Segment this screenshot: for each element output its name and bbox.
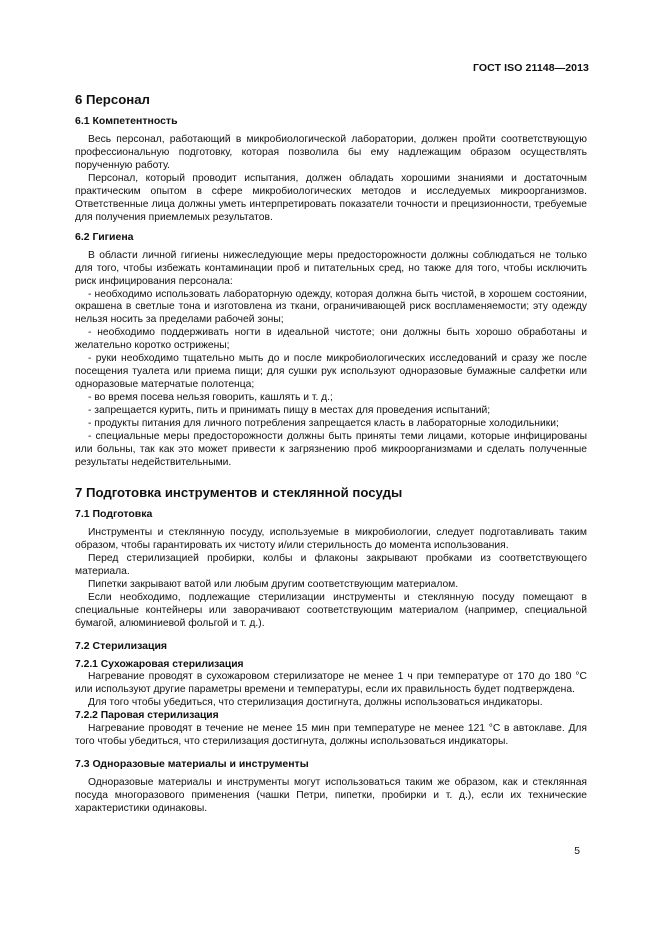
paragraph: Персонал, который проводит испытания, должен обладать хорошими знаниями и достаточным практическим опытом в сфере микробиологических методов и исследуемых микроорганизмов. Ответственные лица должны уметь интерпретировать показатели точности и прецизионности, требуемые для получения приемлемых результатов. (75, 172, 587, 223)
paragraph: Одноразовые материалы и инструменты могут использоваться таким же образом, как и стеклянная посуда многоразового применения (чашки Петри, пипетки, пробирки и т. д.), если их технические характеристики одинаковы. (75, 777, 587, 815)
subsection-7-1-heading: 7.1 Подготовка (75, 507, 153, 520)
list-item: - запрещается курить, пить и принимать пищу в местах для проведения испытаний; (88, 405, 491, 417)
list-item: - необходимо поддерживать ногти в идеальной чистоте; они должны быть хорошо обработаны и желательно коротко острижены; (75, 327, 587, 352)
paragraph: Пипетки закрывают ватой или любым другим соответствующим материалом. (88, 578, 459, 590)
page-content (75, 92, 587, 816)
subsection-7-2-1-heading: 7.2.1 Сухожаровая стерилизация (75, 658, 244, 670)
subsection-7-3-heading: 7.3 Одноразовые материалы и инструменты (75, 758, 309, 771)
subsection-7-2-2-heading: 7.2.2 Паровая стерилизация (75, 710, 219, 722)
paragraph: Если необходимо, подлежащие стерилизации инструменты и стеклянную посуду помещают в специальные контейнеры или заворачивают соответствующим материалом (например, специальной бумагой, алюминиевой фольгой и т. д.). (75, 591, 587, 629)
standard-designation: ГОСТ ISO 21148—2013 (472, 62, 589, 74)
list-item: - продукты питания для личного потребления запрещается класть в лабораторные холодильники; (88, 418, 559, 430)
list-item: - во время посева нельзя говорить, кашлять и т. д.; (88, 392, 333, 404)
paragraph: Весь персонал, работающий в микробиологической лаборатории, должен пройти соответствующую профессиональную подготовку, которая позволила бы ему надлежащим образом осуществлять порученную работу. (75, 134, 587, 171)
paragraph: Перед стерилизацией пробирки, колбы и флаконы закрывают пробками из соответствующего материала. (75, 552, 587, 577)
subsection-6-2-heading: 6.2 Гигиена (75, 230, 134, 243)
list-item: - необходимо использовать лабораторную одежду, которая должна быть чистой, в хорошем состоянии, окрашена в светлые тона и изготовлена из ткани, ограничивающей риск воспламеняемости; эту одежду нельзя носить за пределами рабочей зоны; (75, 288, 587, 326)
subsection-7-2-heading: 7.2 Стерилизация (75, 639, 168, 652)
list-item: - специальные меры предосторожности должны быть приняты теми лицами, которые инфицированы или больны, так как это может привести к загрязнению проб микроорганизмами и сделать полученные результаты недействительными. (75, 431, 587, 468)
list-item: - руки необходимо тщательно мыть до и после микробиологических исследований и сразу же после посещения туалета или приема пищи; для сушки рук используют одноразовые бумажные салфетки или одноразовые матерчатые полотенца; (75, 353, 587, 391)
paragraph: Нагревание проводят в течение не менее 15 мин при температуре не менее 121 °С в автоклаве. Для того чтобы убедиться, что стерилизация достигнута, должны использоваться индикаторы. (75, 723, 587, 748)
paragraph: Для того чтобы убедиться, что стерилизация достигнута, должны использоваться индикаторы. (88, 697, 543, 709)
paragraph: В области личной гигиены нижеследующие меры предосторожности должны соблюдаться не только для того, чтобы избежать контаминации проб и питательных сред, но также для того, чтобы исключить риск инфицирования персонала: (75, 249, 587, 287)
section-7-heading: 7 Подготовка инструментов и стеклянной посуды (75, 484, 403, 500)
section-6-heading: 6 Персонал (75, 92, 150, 107)
page-number: 5 (574, 846, 580, 857)
subsection-6-1-heading: 6.1 Компетентность (75, 115, 178, 127)
paragraph: Нагревание проводят в сухожаровом стерилизаторе не менее 1 ч при температуре от 170 до 180 °С или используют другие параметры времени и температуры, если их правильность будет подтверждена. (75, 671, 587, 696)
paragraph: Инструменты и стеклянную посуду, используемые в микробиологии, следует подготавливать таким образом, чтобы гарантировать их чистоту и/или стерильность до момента использования. (75, 526, 587, 551)
